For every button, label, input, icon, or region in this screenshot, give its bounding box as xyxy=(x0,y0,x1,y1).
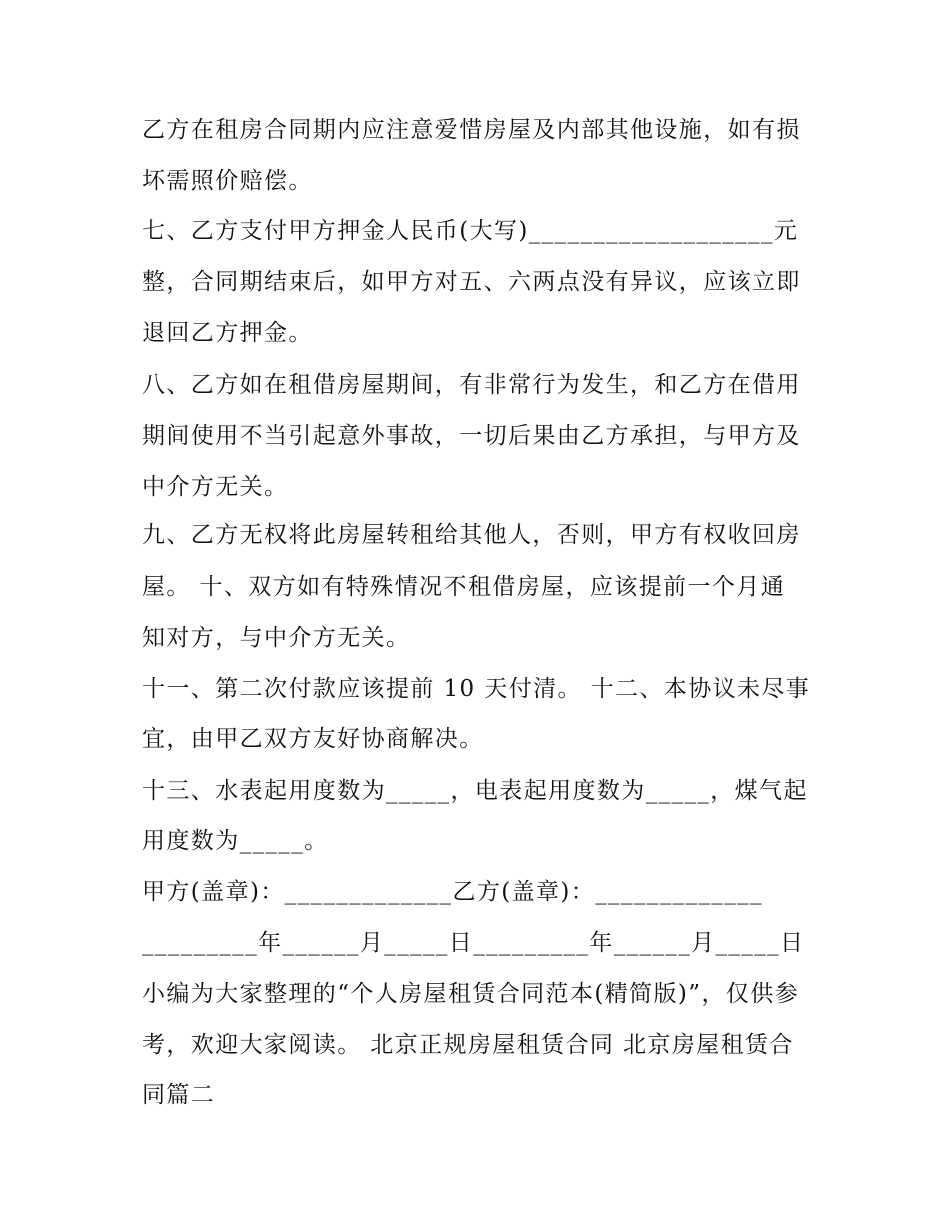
text-line: 宜，由甲乙双方友好协商解决。 xyxy=(142,726,484,752)
text-line: 乙方在租房合同期内应注意爱惜房屋及内部其他设施，如有损 xyxy=(142,117,801,143)
text-line: 整，合同期结束后，如甲方对五、六两点没有异议，应该立即 xyxy=(142,269,801,295)
text-line: 中介方无关。 xyxy=(142,474,289,500)
text-line: 小编为大家整理的“个人房屋租赁合同范本(精简版)”，仅供参 xyxy=(142,981,800,1007)
text-line: 八、乙方如在租借房屋期间，有非常行为发生，和乙方在借用 xyxy=(142,372,801,398)
text-line: 考，欢迎大家阅读。 北京正规房屋租赁合同 北京房屋租赁合 xyxy=(142,1032,794,1058)
text-line: 十三、水表起用度数为_____，电表起用度数为_____，煤气起 xyxy=(142,778,808,804)
text-line: 退回乙方押金。 xyxy=(142,320,313,346)
text-line: 知对方，与中介方无关。 xyxy=(142,625,411,651)
signature-line: 甲方(盖章)：_____________乙方(盖章)：_____________ xyxy=(142,879,763,905)
text-line: 七、乙方支付甲方押金人民币(大写)___________________元 xyxy=(142,218,799,244)
text-line: 九、乙方无权将此房屋转租给其他人，否则，甲方有权收回房 xyxy=(142,522,801,548)
text-line: 同篇二 xyxy=(142,1082,216,1108)
text-line: 坏需照价赔偿。 xyxy=(142,168,313,194)
text-line: 屋。 十、双方如有特殊情况不租借房屋，应该提前一个月通 xyxy=(142,574,786,600)
text-line: 期间使用不当引起意外事故，一切后果由乙方承担，与甲方及 xyxy=(142,423,801,449)
text-line: 用度数为_____。 xyxy=(142,828,329,854)
date-line: _________年______月_____日_________年______月_____日 xyxy=(142,930,805,956)
text-line: 十一、第二次付款应该提前 10 天付清。 十二、本协议未尽事 xyxy=(142,676,811,702)
